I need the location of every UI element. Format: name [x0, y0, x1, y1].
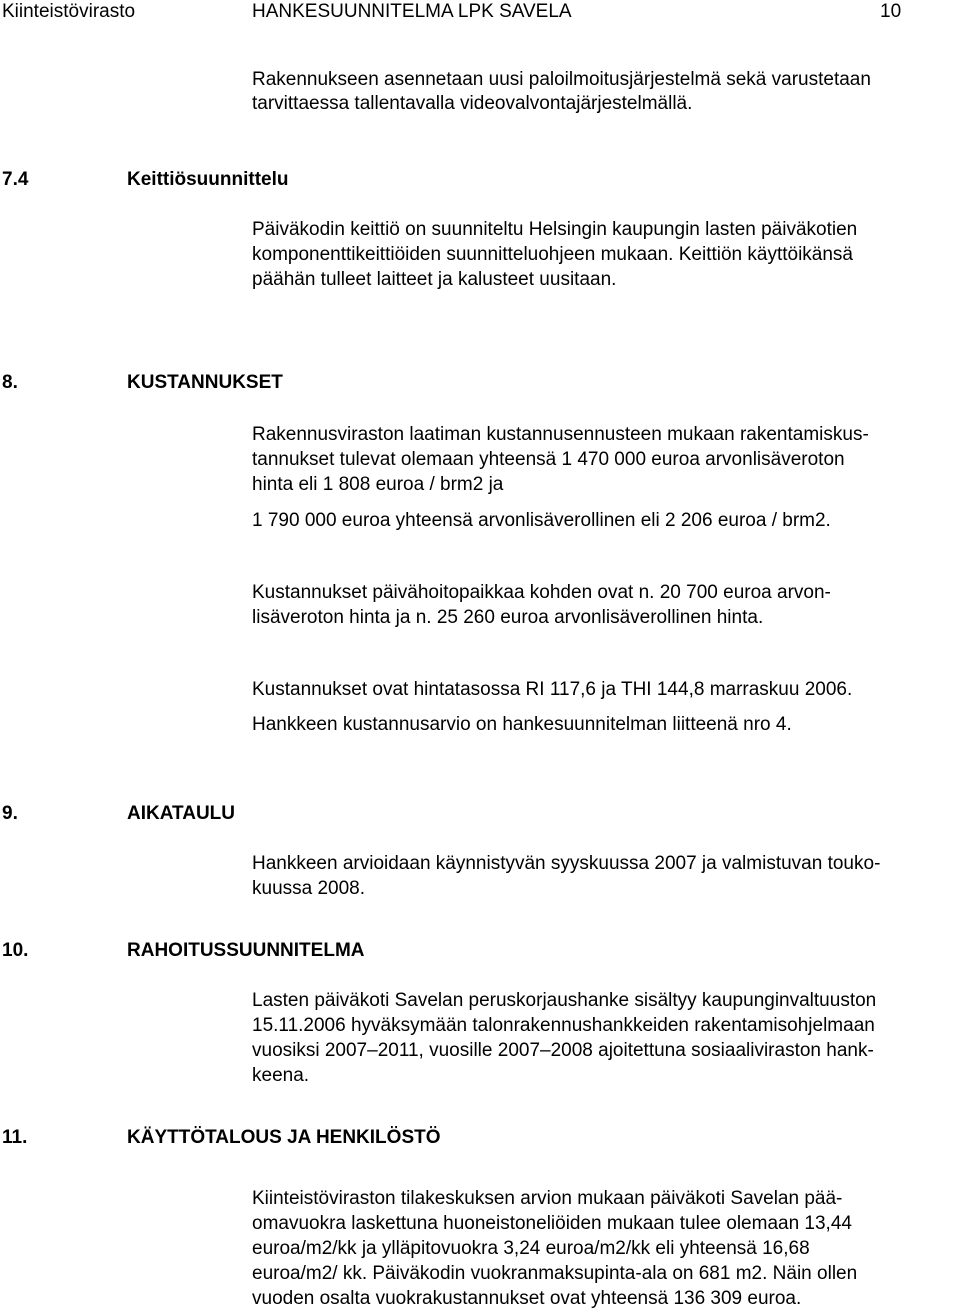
header-organization: Kiinteistövirasto — [2, 1, 136, 22]
section-7-4-line-2: komponenttikeittiöiden suunnitteluohjeen mukaan. Keittiön käyttöikänsä — [252, 244, 853, 265]
section-8-number: 8. — [2, 372, 18, 393]
section-11-number: 11. — [2, 1127, 28, 1148]
document-title: HANKESUUNNITELMA LPK SAVELA — [252, 1, 572, 22]
section-11-heading: KÄYTTÖTALOUS JA HENKILÖSTÖ — [127, 1127, 441, 1148]
section-8-p1-line-3: hinta eli 1 808 euroa / brm2 ja — [252, 474, 504, 495]
intro-line-1: Rakennukseen asennetaan uusi paloilmoitusjärjestelmä sekä varustetaan — [252, 69, 871, 90]
section-8-heading: KUSTANNUKSET — [127, 372, 283, 393]
section-10-number: 10. — [2, 940, 29, 961]
section-11-line-4: euroa/m2/ kk. Päiväkodin vuokranmaksupinta-ala on 681 m2. Näin ollen — [252, 1263, 858, 1284]
section-10-line-1: Lasten päiväkoti Savelan peruskorjaushanke sisältyy kaupunginvaltuuston — [252, 990, 877, 1011]
section-10-line-4: keena. — [252, 1065, 310, 1086]
section-8-p3-line-2: lisäveroton hinta ja n. 25 260 euroa arvonlisäverollinen hinta. — [252, 607, 764, 628]
section-11-line-2: omavuokra laskettuna huoneistoneliöiden mukaan tulee olemaan 13,44 — [252, 1213, 852, 1234]
section-9-line-2: kuussa 2008. — [252, 878, 366, 899]
section-11-line-5: vuoden osalta vuokrakustannukset ovat yhteensä 136 309 euroa. — [252, 1288, 802, 1309]
section-9-heading: AIKATAULU — [127, 803, 235, 824]
section-7-4-number: 7.4 — [2, 169, 29, 190]
section-7-4-heading: Keittiösuunnittelu — [127, 169, 289, 190]
section-10-line-3: vuosiksi 2007–2011, vuosille 2007–2008 ajoitettuna sosiaaliviraston hank- — [252, 1040, 874, 1061]
section-9-line-1: Hankkeen arvioidaan käynnistyvän syyskuussa 2007 ja valmistuvan touko- — [252, 853, 881, 874]
page-number: 10 — [880, 1, 902, 22]
section-8-p5: Hankkeen kustannusarvio on hankesuunnitelman liitteenä nro 4. — [252, 714, 792, 735]
intro-line-2: tarvittaessa tallentavalla videovalvontajärjestelmällä. — [252, 93, 693, 114]
section-11-line-1: Kiinteistöviraston tilakeskuksen arvion mukaan päiväkoti Savelan pää- — [252, 1188, 843, 1209]
section-8-p4: Kustannukset ovat hintatasossa RI 117,6 ja THI 144,8 marraskuu 2006. — [252, 679, 853, 700]
section-7-4-line-1: Päiväkodin keittiö on suunniteltu Helsingin kaupungin lasten päiväkotien — [252, 219, 858, 240]
section-10-line-2: 15.11.2006 hyväksymään talonrakennushankkeiden rakentamisohjelmaan — [252, 1015, 875, 1036]
section-7-4-line-3: päähän tulleet laitteet ja kalusteet uusitaan. — [252, 269, 617, 290]
section-8-p1-line-2: tannukset tulevat olemaan yhteensä 1 470 000 euroa arvonlisäveroton — [252, 449, 845, 470]
section-11-line-3: euroa/m2/kk ja ylläpitovuokra 3,24 euroa/m2/kk eli yhteensä 16,68 — [252, 1238, 810, 1259]
section-8-p3-line-1: Kustannukset päivähoitopaikkaa kohden ovat n. 20 700 euroa arvon- — [252, 582, 831, 603]
section-8-p2: 1 790 000 euroa yhteensä arvonlisäverollinen eli 2 206 euroa / brm2. — [252, 510, 831, 531]
section-8-p1-line-1: Rakennusviraston laatiman kustannusennusteen mukaan rakentamiskus- — [252, 424, 869, 445]
section-10-heading: RAHOITUSSUUNNITELMA — [127, 940, 365, 961]
section-9-number: 9. — [2, 803, 18, 824]
